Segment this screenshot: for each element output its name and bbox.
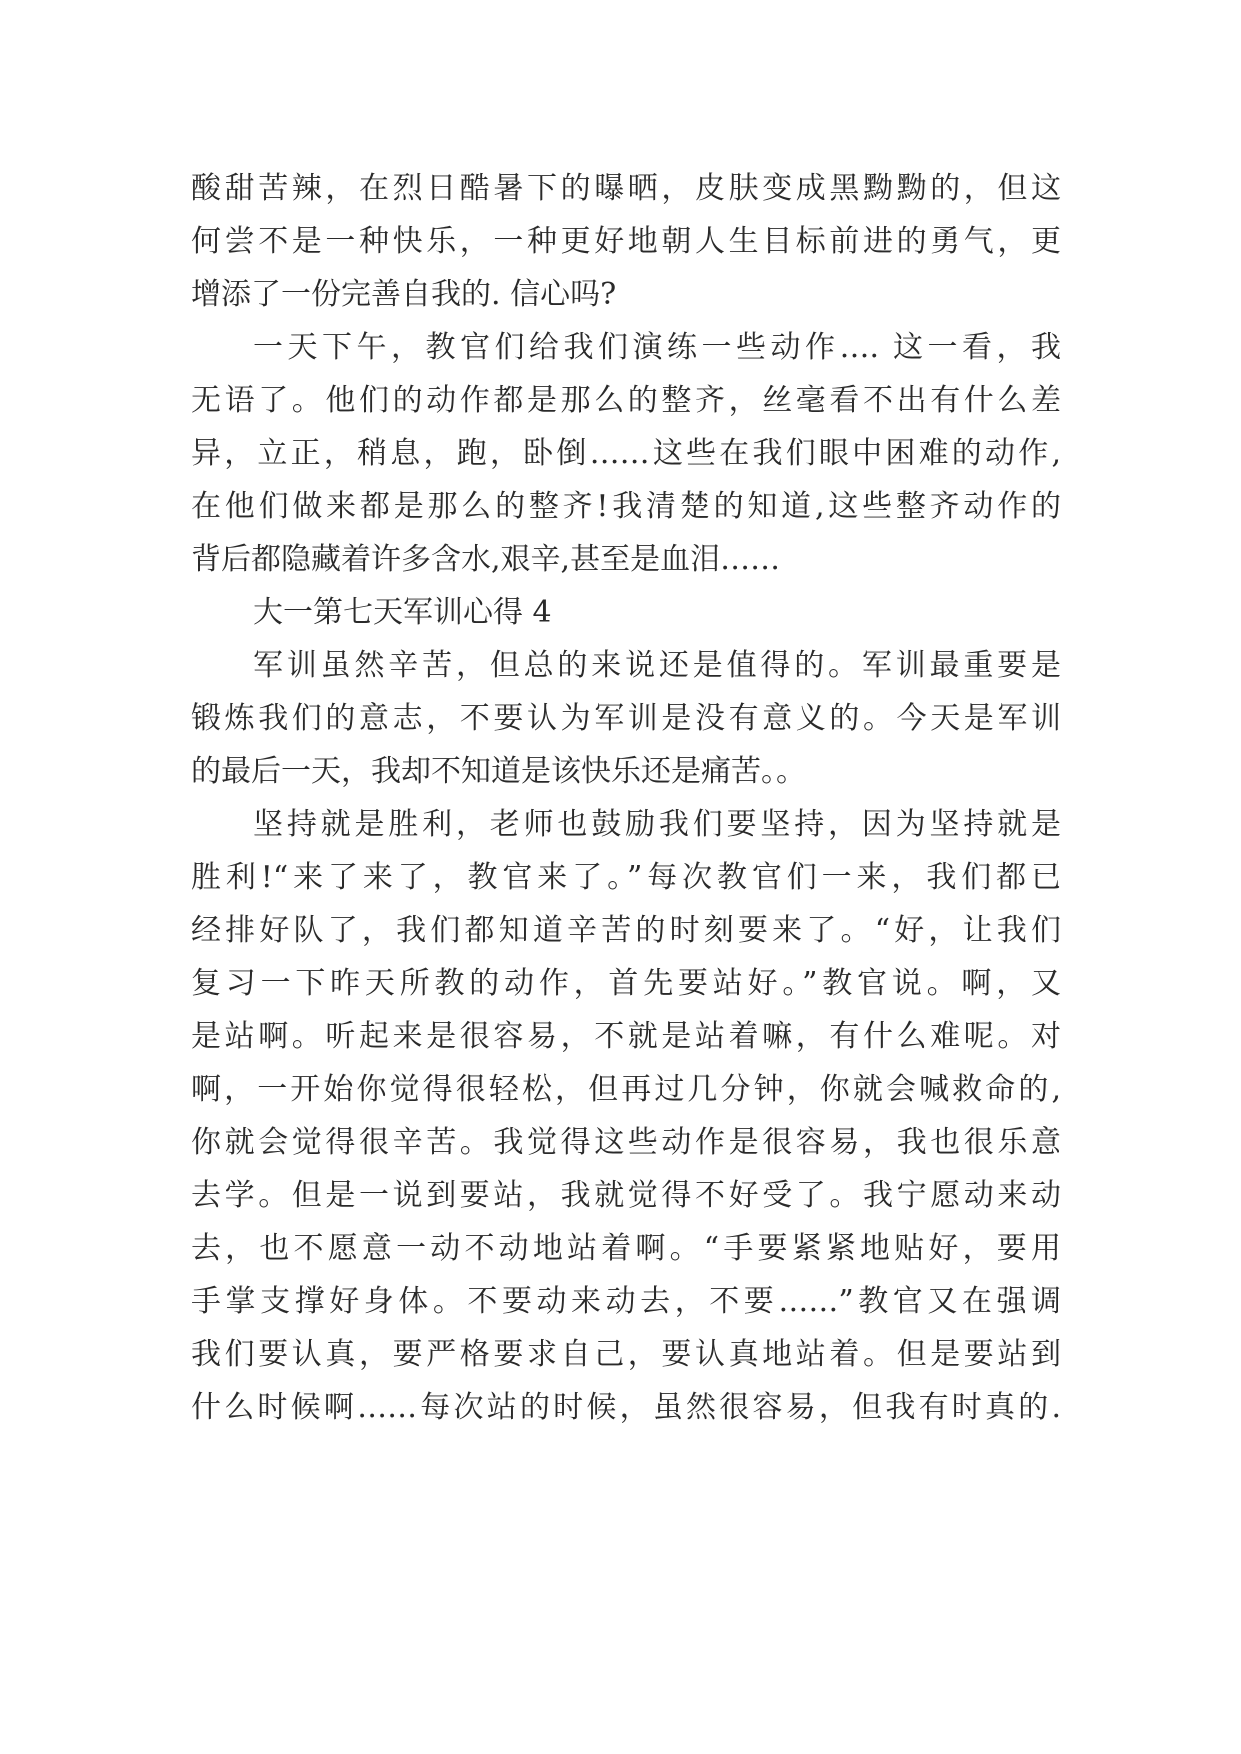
- text-line: 异，立正，稍息，跑，卧倒……这些在我们眼中困难的动作,: [191, 436, 1061, 471]
- text-line: 酸甜苦辣，在烈日酷暑下的曝晒，皮肤变成黑黝黝的，但这: [191, 171, 1061, 206]
- text-line: 背后都隐藏着许多含水,艰辛,甚至是血泪……: [191, 542, 781, 577]
- text-line: 什么时候啊……每次站的时候，虽然很容易，但我有时真的.: [191, 1390, 1061, 1425]
- text-line: 经排好队了，我们都知道辛苦的时刻要来了。“好，让我们: [191, 913, 1061, 948]
- text-line: 去，也不愿意一动不动地站着啊。“手要紧紧地贴好，要用: [191, 1231, 1061, 1266]
- text-line: 啊，一开始你觉得很轻松，但再过几分钟，你就会喊救命的,: [191, 1072, 1061, 1107]
- text-line: 手掌支撑好身体。不要动来动去，不要……”教官又在强调: [191, 1284, 1061, 1319]
- text-line: 何尝不是一种快乐，一种更好地朝人生目标前进的勇气，更: [191, 224, 1061, 259]
- text-line: 复习一下昨天所教的动作，首先要站好。”教官说。啊，又: [191, 966, 1061, 1001]
- text-line: 锻炼我们的意志，不要认为军训是没有意义的。今天是军训: [191, 701, 1061, 736]
- text-line: 你就会觉得很辛苦。我觉得这些动作是很容易，我也很乐意: [191, 1125, 1061, 1160]
- text-line: 我们要认真，要严格要求自己，要认真地站着。但是要站到: [191, 1337, 1061, 1372]
- text-line: 去学。但是一说到要站，我就觉得不好受了。我宁愿动来动: [191, 1178, 1061, 1213]
- section-heading: 大一第七天军训心得 4: [253, 595, 552, 630]
- paragraph-first-line: 军训虽然辛苦，但总的来说还是值得的。军训最重要是: [253, 648, 1061, 683]
- text-line: 的最后一天，我却不知道是该快乐还是痛苦。。: [191, 754, 806, 789]
- text-line: 是站啊。听起来是很容易，不就是站着嘛，有什么难呢。对: [191, 1019, 1061, 1054]
- text-line: 在他们做来都是那么的整齐!我清楚的知道,这些整齐动作的: [191, 489, 1061, 524]
- text-line: 无语了。他们的动作都是那么的整齐，丝毫看不出有什么差: [191, 383, 1061, 418]
- paragraph-first-line: 一天下午，教官们给我们演练一些动作…. 这一看，我: [253, 330, 1061, 365]
- text-line: 胜利!“来了来了，教官来了。”每次教官们一来，我们都已: [191, 860, 1061, 895]
- paragraph-first-line: 坚持就是胜利，老师也鼓励我们要坚持，因为坚持就是: [253, 807, 1061, 842]
- text-line: 增添了一份完善自我的. 信心吗?: [191, 277, 617, 312]
- document-body: [191, 162, 1061, 1434]
